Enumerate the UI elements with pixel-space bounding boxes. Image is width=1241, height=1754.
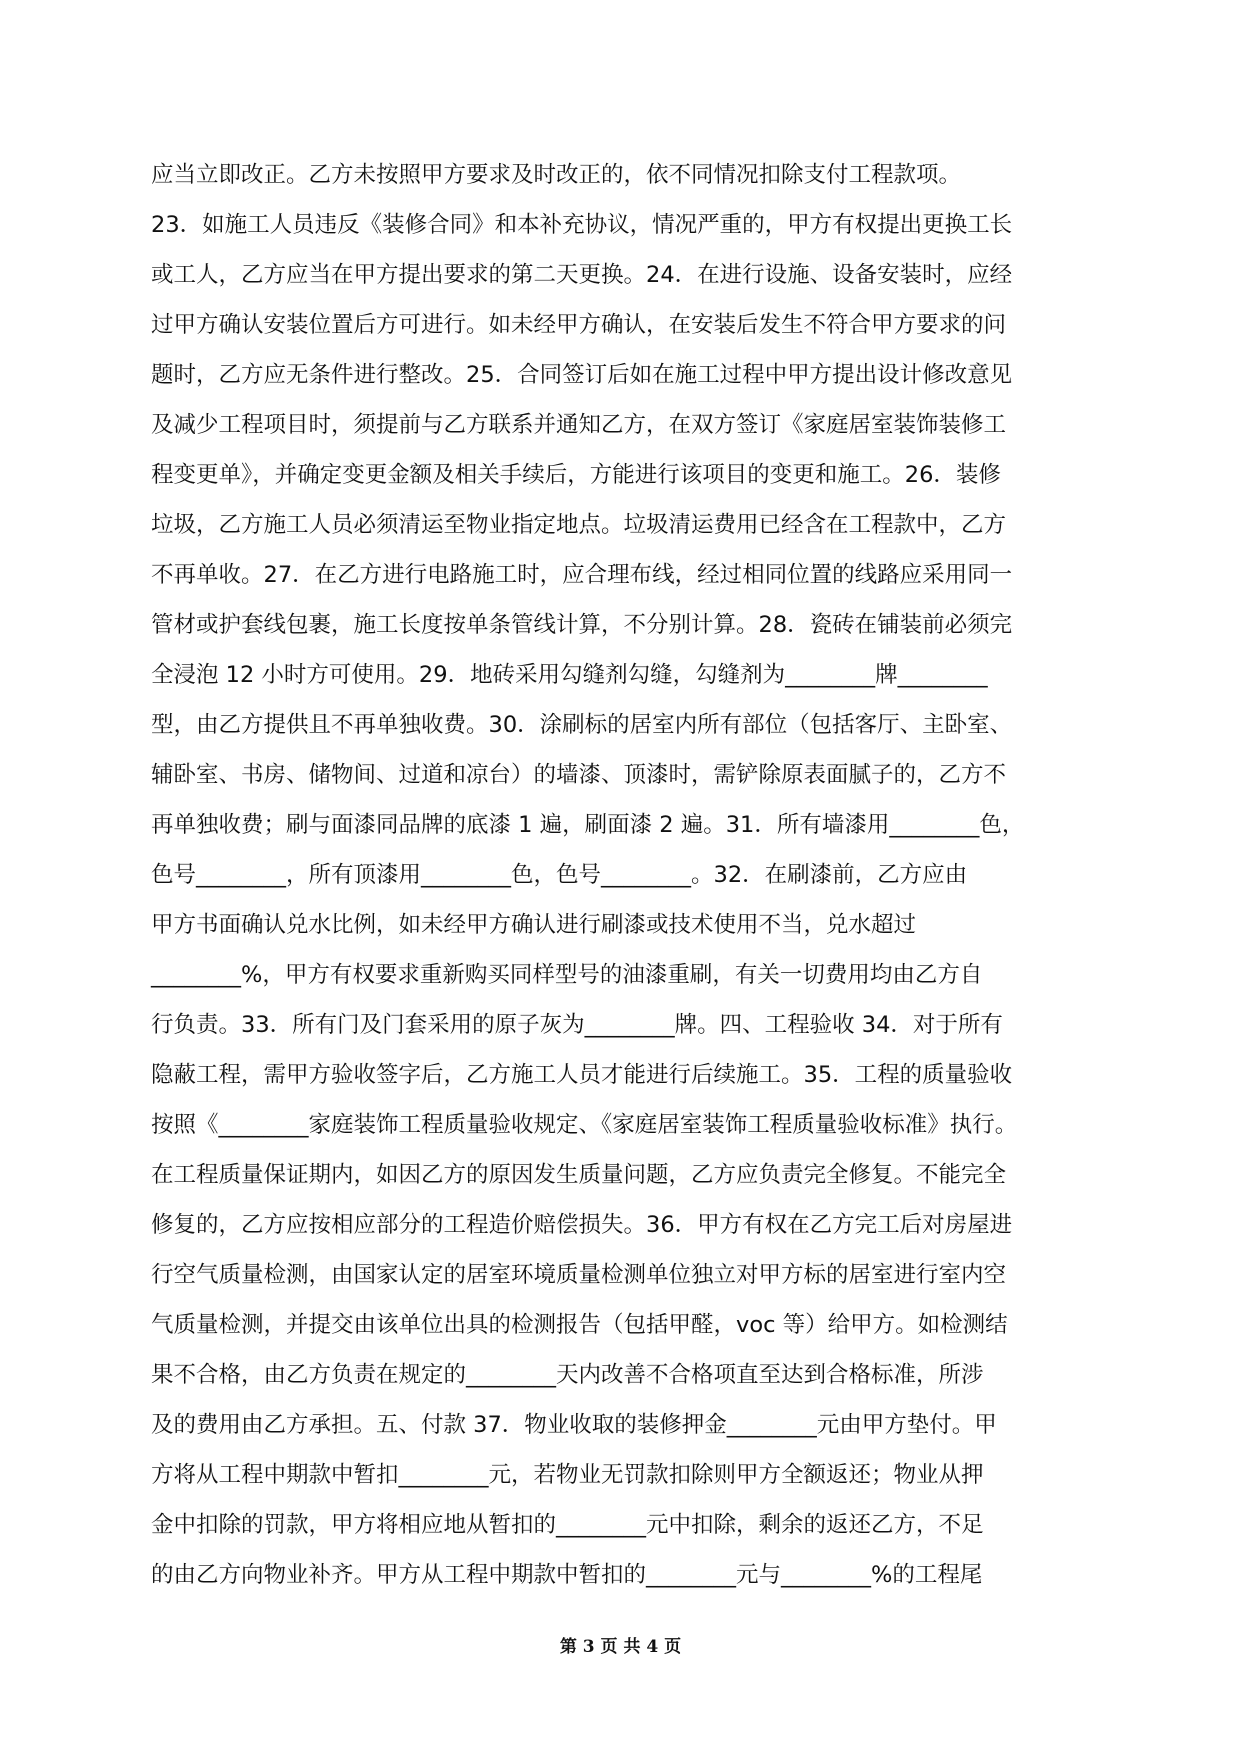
text-line: 修复的，乙方应按相应部分的工程造价赔偿损失。36．甲方有权在乙方完工后对房屋进 <box>151 1212 1013 1238</box>
contract-body-text <box>151 158 1091 1608</box>
text-line: 金中扣除的罚款，甲方将相应地从暂扣的________元中扣除，剩余的返还乙方，不足 <box>151 1512 984 1538</box>
text-line: 不再单收。27．在乙方进行电路施工时，应合理布线，经过相同位置的线路应采用同一 <box>151 562 1013 588</box>
text-line: 行空气质量检测，由国家认定的居室环境质量检测单位独立对甲方标的居室进行室内空 <box>151 1262 1007 1288</box>
text-line: 气质量检测，并提交由该单位出具的检测报告（包括甲醛，voc 等）给甲方。如检测结 <box>151 1312 1008 1338</box>
text-line: 甲方书面确认兑水比例，如未经甲方确认进行刷漆或技术使用不当，兑水超过 <box>151 912 917 938</box>
text-line: 方将从工程中期款中暂扣________元，若物业无罚款扣除则甲方全额返还；物业从押 <box>151 1462 984 1488</box>
text-line: 辅卧室、书房、储物间、过道和凉台）的墙漆、顶漆时，需铲除原表面腻子的，乙方不 <box>151 762 1007 788</box>
text-line: 23．如施工人员违反《装修合同》和本补充协议，情况严重的，甲方有权提出更换工长 <box>151 212 1013 238</box>
text-line: 管材或护套线包裹，施工长度按单条管线计算，不分别计算。28．瓷砖在铺装前必须完 <box>151 612 1013 638</box>
text-line: 按照《________家庭装饰工程质量验收规定、《家庭居室装饰工程质量验收标准》执行。 <box>151 1112 1018 1138</box>
text-line: 过甲方确认安装位置后方可进行。如未经甲方确认，在安装后发生不符合甲方要求的问 <box>151 312 1007 338</box>
text-line: 色号________，所有顶漆用________色，色号________。32．在刷漆前，乙方应由 <box>151 862 968 888</box>
text-line: 隐蔽工程，需甲方验收签字后，乙方施工人员才能进行后续施工。35．工程的质量验收 <box>151 1062 1013 1088</box>
text-line: 题时，乙方应无条件进行整改。25．合同签订后如在施工过程中甲方提出设计修改意见 <box>151 362 1013 388</box>
text-line: 程变更单》，并确定变更金额及相关手续后，方能进行该项目的变更和施工。26．装修 <box>151 462 1001 488</box>
text-line: 在工程质量保证期内，如因乙方的原因发生质量问题，乙方应负责完全修复。不能完全 <box>151 1162 1007 1188</box>
text-line: 果不合格，由乙方负责在规定的________天内改善不合格项直至达到合格标准，所涉 <box>151 1362 984 1388</box>
text-line: 型，由乙方提供且不再单独收费。30．涂刷标的居室内所有部位（包括客厅、主卧室、 <box>151 712 1013 738</box>
text-line: 再单独收费；刷与面漆同品牌的底漆 1 遍，刷面漆 2 遍。31．所有墙漆用________色， <box>151 812 1025 838</box>
text-line: 或工人，乙方应当在甲方提出要求的第二天更换。24．在进行设施、设备安装时，应经 <box>151 262 1013 288</box>
text-line: 垃圾，乙方施工人员必须清运至物业指定地点。垃圾清运费用已经含在工程款中，乙方 <box>151 512 1007 538</box>
text-line: 全浸泡 12 小时方可使用。29．地砖采用勾缝剂勾缝，勾缝剂为________牌________ <box>151 662 988 688</box>
text-line: ________%，甲方有权要求重新购买同样型号的油漆重刷，有关一切费用均由乙方自 <box>151 962 983 988</box>
text-line: 行负责。33．所有门及门套采用的原子灰为________牌。四、工程验收 34．对于所有 <box>151 1012 1003 1038</box>
text-line: 的由乙方向物业补齐。甲方从工程中期款中暂扣的________元与________%的工程尾 <box>151 1562 983 1588</box>
page-number-footer: 第 3 页 共 4 页 <box>559 1637 682 1657</box>
text-line: 应当立即改正。乙方未按照甲方要求及时改正的，依不同情况扣除支付工程款项。 <box>151 162 962 188</box>
text-line: 及减少工程项目时，须提前与乙方联系并通知乙方，在双方签订《家庭居室装饰装修工 <box>151 412 1007 438</box>
text-line: 及的费用由乙方承担。五、付款 37．物业收取的装修押金________元由甲方垫付。甲 <box>151 1412 997 1438</box>
